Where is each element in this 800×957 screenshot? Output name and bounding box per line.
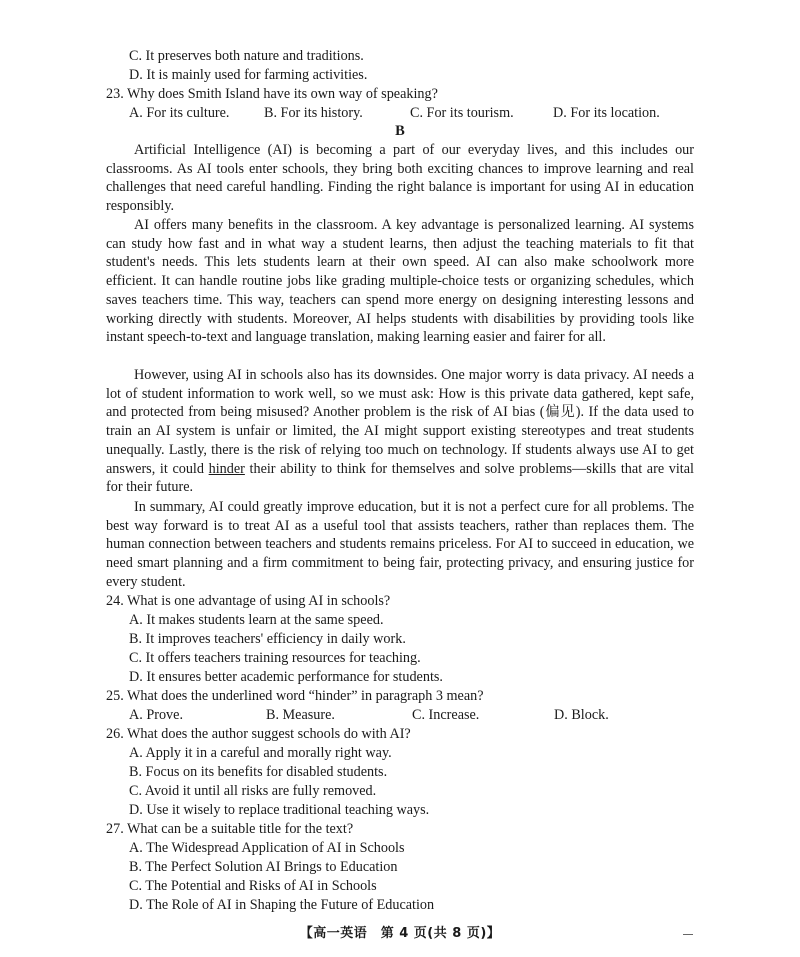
q27-option-a: A. The Widespread Application of AI in Schools bbox=[129, 840, 405, 856]
q22-option-c: C. It preserves both nature and traditions. bbox=[129, 48, 364, 64]
q27-option-d: D. The Role of AI in Shaping the Future of Education bbox=[129, 897, 435, 913]
q27-option-b: B. The Perfect Solution AI Brings to Education bbox=[129, 859, 398, 875]
q24-option-a: A. It makes students learn at the same speed. bbox=[129, 612, 384, 628]
q26-option-c: C. Avoid it until all risks are fully removed. bbox=[129, 783, 377, 799]
underlined-word-hinder: hinder bbox=[208, 460, 245, 477]
q24-option-d: D. It ensures better academic performance for students. bbox=[129, 669, 443, 685]
q23-option-d: D. For its location. bbox=[553, 105, 660, 121]
q24-option-b: B. It improves teachers' efficiency in daily work. bbox=[129, 631, 406, 647]
q24-option-c: C. It offers teachers training resources for teaching. bbox=[129, 650, 421, 666]
q25-option-a: A. Prove. bbox=[129, 707, 183, 723]
passage-paragraph-4: In summary, AI could greatly improve education, but it is not a perfect cure for all problems. The best way forward is to treat AI as a useful tool that assists teachers, rather than replaces them. The human connection between teachers and students remains priceless. For AI to succeed in education, we need smart planning and a firm commitment to being fair, protecting privacy, and ensuring justice for every student. bbox=[106, 499, 694, 590]
passage-paragraph-1: Artificial Intelligence (AI) is becoming a part of our everyday lives, and this includes our classrooms. As AI tools enter schools, they bring both exciting chances to improve learning and real challenges that need careful handling. Finding the right balance is important for using AI in education responsibly. bbox=[106, 142, 694, 215]
passage-paragraph-2: AI offers many benefits in the classroom. A key advantage is personalized learning. AI systems can study how fast and in what way a student learns, then adjust the teaching materials to fit that student's needs. This lets students learn at their own speed. AI can also make schoolwork more efficient. It can handle routine jobs like grading multiple-choice tests or organizing schedules, which saves teachers time. This way, teachers can spend more energy on designing interesting lessons and working directly with students. Moreover, AI helps students with disabilities by providing tools like instant speech-to-text and language translation, making learning easier and fairer for all. bbox=[106, 217, 694, 346]
passage-paragraph-3 bbox=[106, 366, 694, 497]
q26-question: 26. What does the author suggest schools do with AI? bbox=[106, 726, 411, 742]
page-footer: 【高一英语 第 4 页(共 8 页)】 bbox=[299, 926, 501, 941]
q23-option-b: B. For its history. bbox=[264, 105, 363, 121]
q25-option-c: C. Increase. bbox=[412, 707, 480, 723]
corner-mark bbox=[683, 934, 693, 935]
section-title: B bbox=[395, 123, 405, 139]
q25-question: 25. What does the underlined word “hinder” in paragraph 3 mean? bbox=[106, 688, 484, 704]
q23-option-a: A. For its culture. bbox=[129, 105, 230, 121]
paragraph-3-text-before: However, using AI in schools also has its downsides. One major worry is data privacy. AI needs a lot of student information to work well, so we must ask: How is this private data gathered, kept safe, and protected from being misused? Another problem is the risk of AI bias (偏见). If the data used to train an AI system is unfair or limited, the AI might support existing stereotypes and treat students unequally. Lastly, there is the risk of relying too much on technology. If students always use AI to get answers, it could bbox=[106, 367, 694, 477]
q25-option-d: D. Block. bbox=[554, 707, 609, 723]
q27-question: 27. What can be a suitable title for the text? bbox=[106, 821, 354, 837]
q23-option-c: C. For its tourism. bbox=[410, 105, 514, 121]
q25-option-b: B. Measure. bbox=[266, 707, 335, 723]
q22-option-d: D. It is mainly used for farming activities. bbox=[129, 67, 368, 83]
q27-option-c: C. The Potential and Risks of AI in Schools bbox=[129, 878, 377, 894]
q26-option-b: B. Focus on its benefits for disabled students. bbox=[129, 764, 388, 780]
q26-option-a: A. Apply it in a careful and morally right way. bbox=[129, 745, 392, 761]
paragraph-3-text-after: their ability to think for themselves and solve problems—skills that are vital for their future. bbox=[106, 460, 694, 496]
q26-option-d: D. Use it wisely to replace traditional teaching ways. bbox=[129, 802, 430, 818]
q23-question: 23. Why does Smith Island have its own way of speaking? bbox=[106, 86, 438, 102]
q24-question: 24. What is one advantage of using AI in schools? bbox=[106, 593, 391, 609]
